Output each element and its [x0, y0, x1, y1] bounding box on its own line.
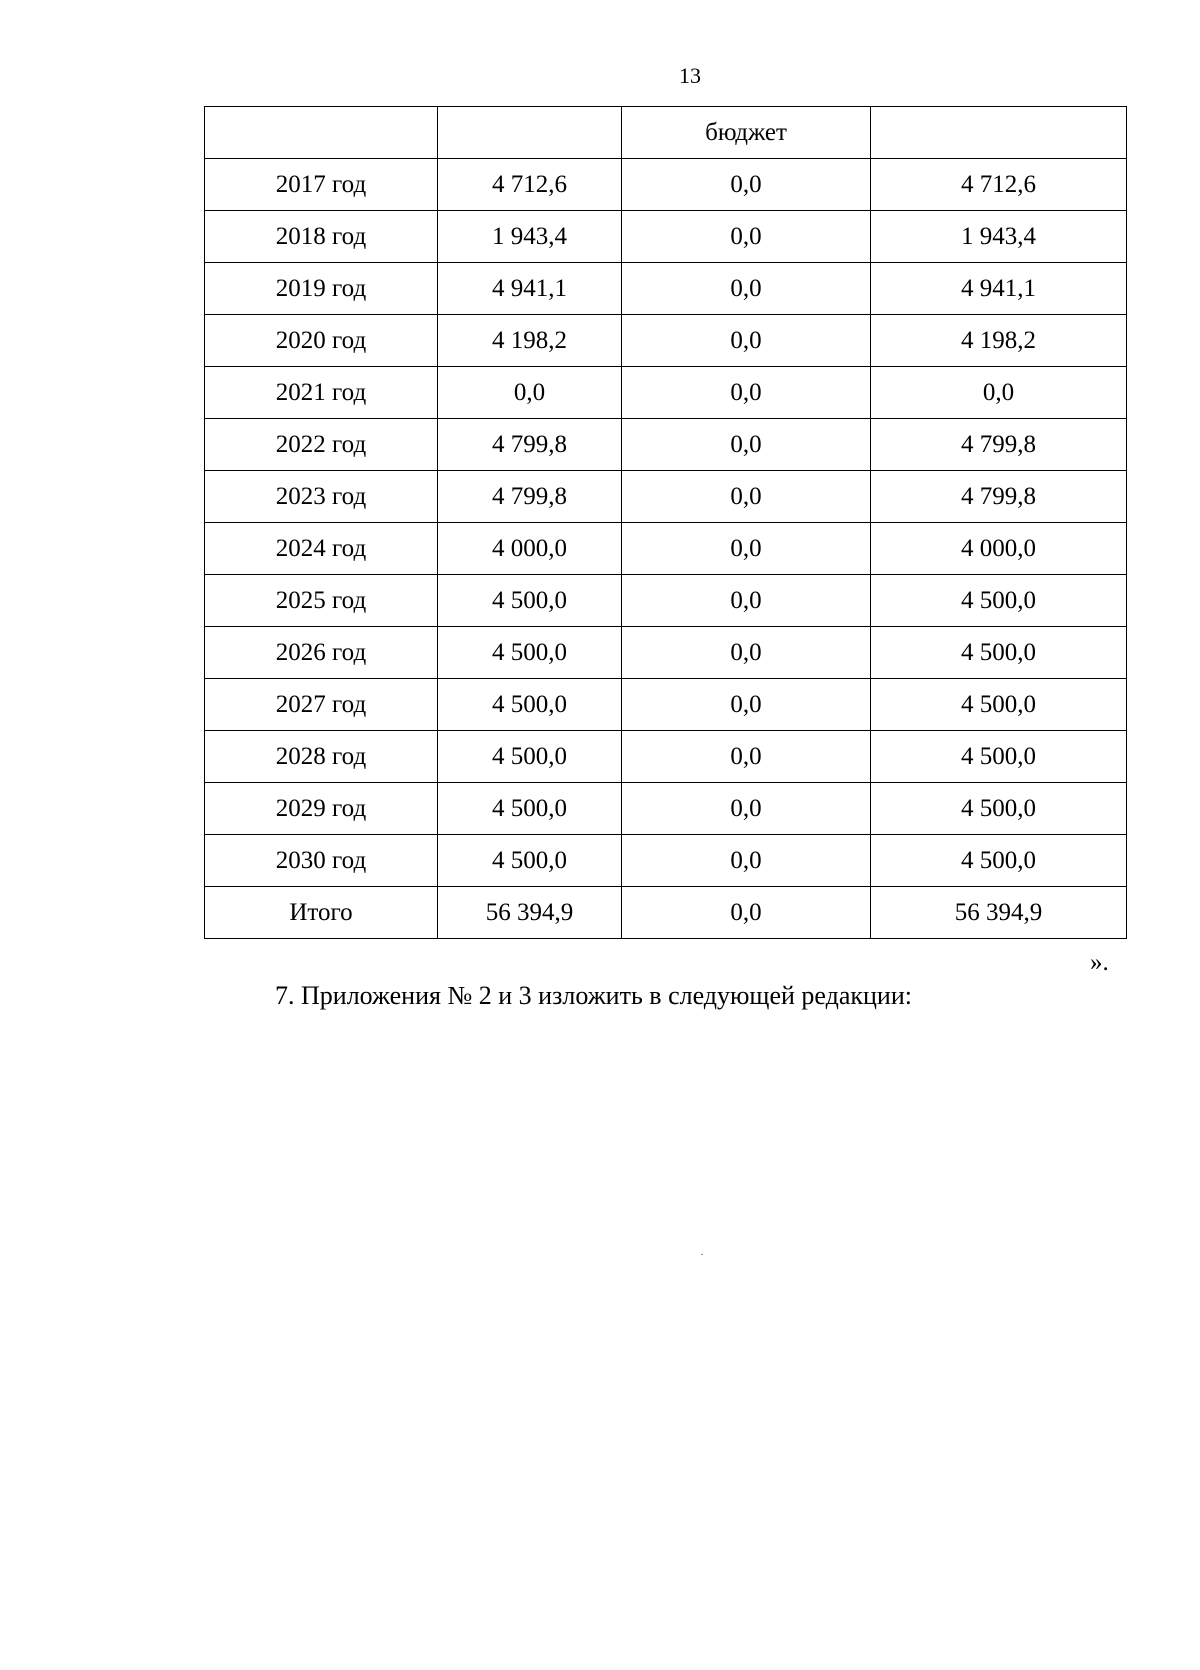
budget-cell: 0,0	[622, 211, 871, 263]
total-amount-cell: 1 943,4	[438, 211, 622, 263]
header-cell	[205, 107, 438, 159]
total-amount-cell: 4 500,0	[438, 731, 622, 783]
total-amount-cell: 4 500,0	[438, 679, 622, 731]
page-number: 13	[679, 63, 701, 88]
total-amount-cell: 4 500,0	[438, 627, 622, 679]
budget-cell: 0,0	[622, 731, 871, 783]
scan-speck	[701, 1254, 703, 1255]
budget-cell: 0,0	[622, 783, 871, 835]
closing-quote: ».	[1090, 949, 1109, 976]
amount-cell: 4 000,0	[871, 523, 1127, 575]
table-row	[205, 471, 1127, 523]
budget-cell: 0,0	[622, 367, 871, 419]
amount-cell: 4 500,0	[871, 731, 1127, 783]
year-cell: 2023 год	[205, 471, 438, 523]
amount-cell: 0,0	[871, 367, 1127, 419]
table-row	[205, 419, 1127, 471]
year-cell: 2018 год	[205, 211, 438, 263]
total-amount-cell: 4 799,8	[438, 419, 622, 471]
year-cell: 2029 год	[205, 783, 438, 835]
total-amount-cell: 4 941,1	[438, 263, 622, 315]
amount-cell: 4 500,0	[871, 575, 1127, 627]
table-row	[205, 211, 1127, 263]
year-cell: Итого	[205, 887, 438, 939]
table-row	[205, 315, 1127, 367]
year-cell: 2019 год	[205, 263, 438, 315]
total-amount-cell: 4 500,0	[438, 783, 622, 835]
budget-cell: 0,0	[622, 315, 871, 367]
amount-cell: 56 394,9	[871, 887, 1127, 939]
budget-cell: 0,0	[622, 835, 871, 887]
header-cell: бюджет	[622, 107, 871, 159]
table-row	[205, 835, 1127, 887]
year-cell: 2017 год	[205, 159, 438, 211]
total-amount-cell: 4 198,2	[438, 315, 622, 367]
total-amount-cell: 4 500,0	[438, 835, 622, 887]
amount-cell: 4 500,0	[871, 627, 1127, 679]
total-amount-cell: 0,0	[438, 367, 622, 419]
budget-cell: 0,0	[622, 159, 871, 211]
total-amount-cell: 4 799,8	[438, 471, 622, 523]
budget-cell: 0,0	[622, 575, 871, 627]
year-cell: 2025 год	[205, 575, 438, 627]
year-cell: 2026 год	[205, 627, 438, 679]
table-row	[205, 731, 1127, 783]
table-header-row	[205, 107, 1127, 159]
amount-cell: 4 500,0	[871, 679, 1127, 731]
amount-cell: 4 500,0	[871, 835, 1127, 887]
year-cell: 2028 год	[205, 731, 438, 783]
table-row	[205, 627, 1127, 679]
total-amount-cell: 4 000,0	[438, 523, 622, 575]
amount-cell: 4 198,2	[871, 315, 1127, 367]
table-row	[205, 367, 1127, 419]
year-cell: 2027 год	[205, 679, 438, 731]
total-amount-cell: 4 712,6	[438, 159, 622, 211]
year-cell: 2030 год	[205, 835, 438, 887]
table-row	[205, 159, 1127, 211]
amount-cell: 4 799,8	[871, 471, 1127, 523]
budget-cell: 0,0	[622, 679, 871, 731]
table-row	[205, 679, 1127, 731]
table-total-row	[205, 887, 1127, 939]
amount-cell: 4 500,0	[871, 783, 1127, 835]
table-row	[205, 523, 1127, 575]
amount-cell: 1 943,4	[871, 211, 1127, 263]
table-row	[205, 575, 1127, 627]
budget-cell: 0,0	[622, 627, 871, 679]
year-cell: 2024 год	[205, 523, 438, 575]
year-cell: 2021 год	[205, 367, 438, 419]
table-row	[205, 783, 1127, 835]
budget-table	[204, 106, 1127, 939]
amount-cell: 4 799,8	[871, 419, 1127, 471]
budget-cell: 0,0	[622, 887, 871, 939]
budget-cell: 0,0	[622, 419, 871, 471]
paragraph-7: 7. Приложения № 2 и 3 изложить в следующей редакции:	[275, 981, 912, 1010]
budget-cell: 0,0	[622, 471, 871, 523]
year-cell: 2020 год	[205, 315, 438, 367]
year-cell: 2022 год	[205, 419, 438, 471]
budget-cell: 0,0	[622, 523, 871, 575]
header-cell	[438, 107, 622, 159]
table-row	[205, 263, 1127, 315]
total-amount-cell: 56 394,9	[438, 887, 622, 939]
amount-cell: 4 941,1	[871, 263, 1127, 315]
amount-cell: 4 712,6	[871, 159, 1127, 211]
total-amount-cell: 4 500,0	[438, 575, 622, 627]
budget-cell: 0,0	[622, 263, 871, 315]
header-cell	[871, 107, 1127, 159]
budget-table-body	[205, 107, 1127, 939]
